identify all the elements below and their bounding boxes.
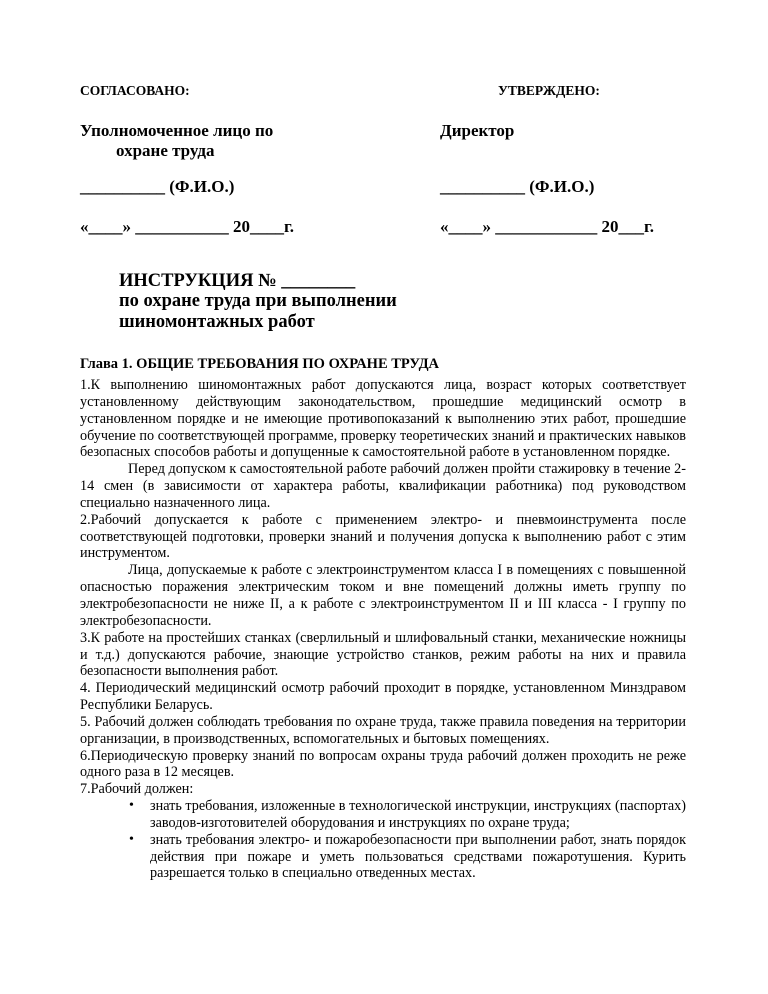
paragraph-9: 7.Рабочий должен: [80,781,194,798]
paragraph-4: Лица, допускаемые к работе с электроинструментом класса I в помещениях с повышенной опасностью поражения электрическим током и вне помещений должны иметь группу по электробезопасности не ниже II, а к работе с электроинструментом II и III класса - I группу по электробезопасности. [80,562,686,629]
paragraph-6: 4. Периодический медицинский осмотр рабочий проходит в порядке, установленном Минздравом Республики Беларусь. [80,680,686,714]
paragraph-7: 5. Рабочий должен соблюдать требования по охране труда, также правила поведения на территории организации, в производственных, вспомогательных и бытовых помещениях. [80,713,686,747]
agreed-role-line2: охране труда [116,141,215,160]
approved-role: Директор [440,121,515,140]
title-line-1: ИНСТРУКЦИЯ № ________ [119,271,356,291]
list-item-text: знать требования, изложенные в технологической инструкции, инструкциях (паспортах) заводов-изготовителей оборудования и инструкциях по охране труда; [150,798,686,831]
list-item-text: знать требования электро- и пожаробезопасности при выполнении работ, знать порядок действия при пожаре и уметь пользоваться средствами пожаротушения. Курить разрешается только в специально отведенных местах. [150,831,686,882]
bullet-icon: • [129,798,134,814]
chapter-body [80,377,686,882]
approved-fio-line: __________ (Ф.И.О.) [440,177,595,196]
approved-label: УТВЕРЖДЕНО: [498,83,600,98]
paragraph-3: 2.Рабочий допускается к работе с применением электро- и пневмоинструмента после соответствующей подготовки, проверки знаний и получения допуска к выполнению работ с этим инструментом. [80,511,686,562]
list-item [129,831,686,883]
paragraph-1: 1.К выполнению шиномонтажных работ допускаются лица, возраст которых соответствует установленному действующим законодательством, прошедшие медицинский осмотр в установленном порядке и не имеющие противопоказаний к выполнению этих работ, прошедшие обучение по соответствующей программе, проверку теоретических знаний и практических навыков безопасных способов работы и допущенные к самостоятельной работе в установленном порядке. [80,377,686,461]
agreed-date-line: «____» ___________ 20____г. [80,217,295,236]
agreed-label: СОГЛАСОВАНО: [80,83,190,98]
requirements-list [80,798,686,882]
approved-date-line: «____» ____________ 20___г. [440,217,655,236]
paragraph-8: 6.Периодическую проверку знаний по вопросам охраны труда рабочий должен проходить не реже одного раза в 12 месяцев. [80,747,686,781]
chapter-heading: Глава 1. ОБЩИЕ ТРЕБОВАНИЯ ПО ОХРАНЕ ТРУДА [80,356,440,372]
title-line-2: по охране труда при выполнении [119,291,397,311]
paragraph-5: 3.К работе на простейших станках (сверлильный и шлифовальный станки, механические ножницы и т.д.) допускаются рабочие, знающие устройство станков, режим работы на них и правила безопасности выполнения работ. [80,629,686,680]
list-item [129,798,686,832]
agreed-fio-line: __________ (Ф.И.О.) [80,177,235,196]
paragraph-2: Перед допуском к самостоятельной работе рабочий должен пройти стажировку в течение 2-14 смен (в зависимости от характера работы, квалификации работника) под руководством специально назначенного лица. [80,461,686,511]
title-line-3: шиномонтажных работ [119,312,315,332]
agreed-role-line1: Уполномоченное лицо по [80,121,274,140]
bullet-icon: • [129,831,134,847]
